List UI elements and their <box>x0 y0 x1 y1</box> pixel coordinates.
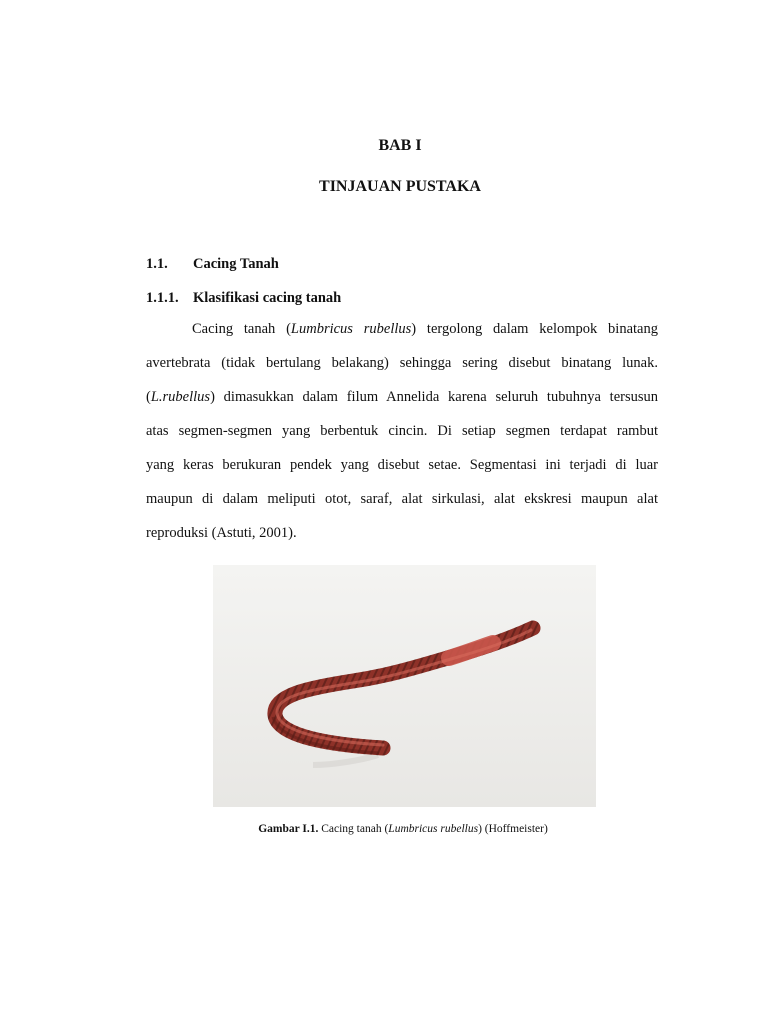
paragraph-line: yang keras berukuran pendek yang disebut setae. Segmentasi ini terjadi di luar <box>146 457 658 473</box>
paragraph-line: reproduksi (Astuti, 2001). <box>146 525 297 541</box>
paragraph-line: (L.rubellus) dimasukkan dalam filum Annelida karena seluruh tubuhnya tersusun <box>146 389 658 405</box>
figure-label: Gambar I.1. <box>258 823 319 835</box>
paragraph-line: maupun di dalam meliputi otot, saraf, alat sirkulasi, alat ekskresi maupun alat <box>146 491 658 507</box>
chapter-title: TINJAUAN PUSTAKA <box>319 178 481 195</box>
paragraph-line: atas segmen-segmen yang berbentuk cincin. Di setiap segmen terdapat rambut <box>146 423 658 439</box>
section-title: Cacing Tanah <box>193 256 279 272</box>
species-name: L.rubellus <box>150 389 211 405</box>
earthworm-figure <box>213 565 596 807</box>
paragraph-line: avertebrata (tidak bertulang belakang) sehingga sering disebut binatang lunak. <box>146 355 658 371</box>
section-heading <box>146 256 279 273</box>
figure-caption: Gambar I.1. Cacing tanah (Lumbricus rubellus) (Hoffmeister) <box>258 823 548 835</box>
section-number: 1.1. <box>146 256 168 272</box>
species-name: Lumbricus rubellus <box>388 823 479 835</box>
chapter-number: BAB I <box>378 137 422 154</box>
earthworm-illustration <box>213 565 596 807</box>
subsection-heading <box>146 290 341 307</box>
subsection-title: Klasifikasi cacing tanah <box>193 290 342 306</box>
species-name: Lumbricus rubellus <box>290 321 412 337</box>
subsection-number: 1.1.1. <box>146 290 179 306</box>
paragraph-line: Cacing tanah (Lumbricus rubellus) tergolong dalam kelompok binatang <box>192 321 658 337</box>
